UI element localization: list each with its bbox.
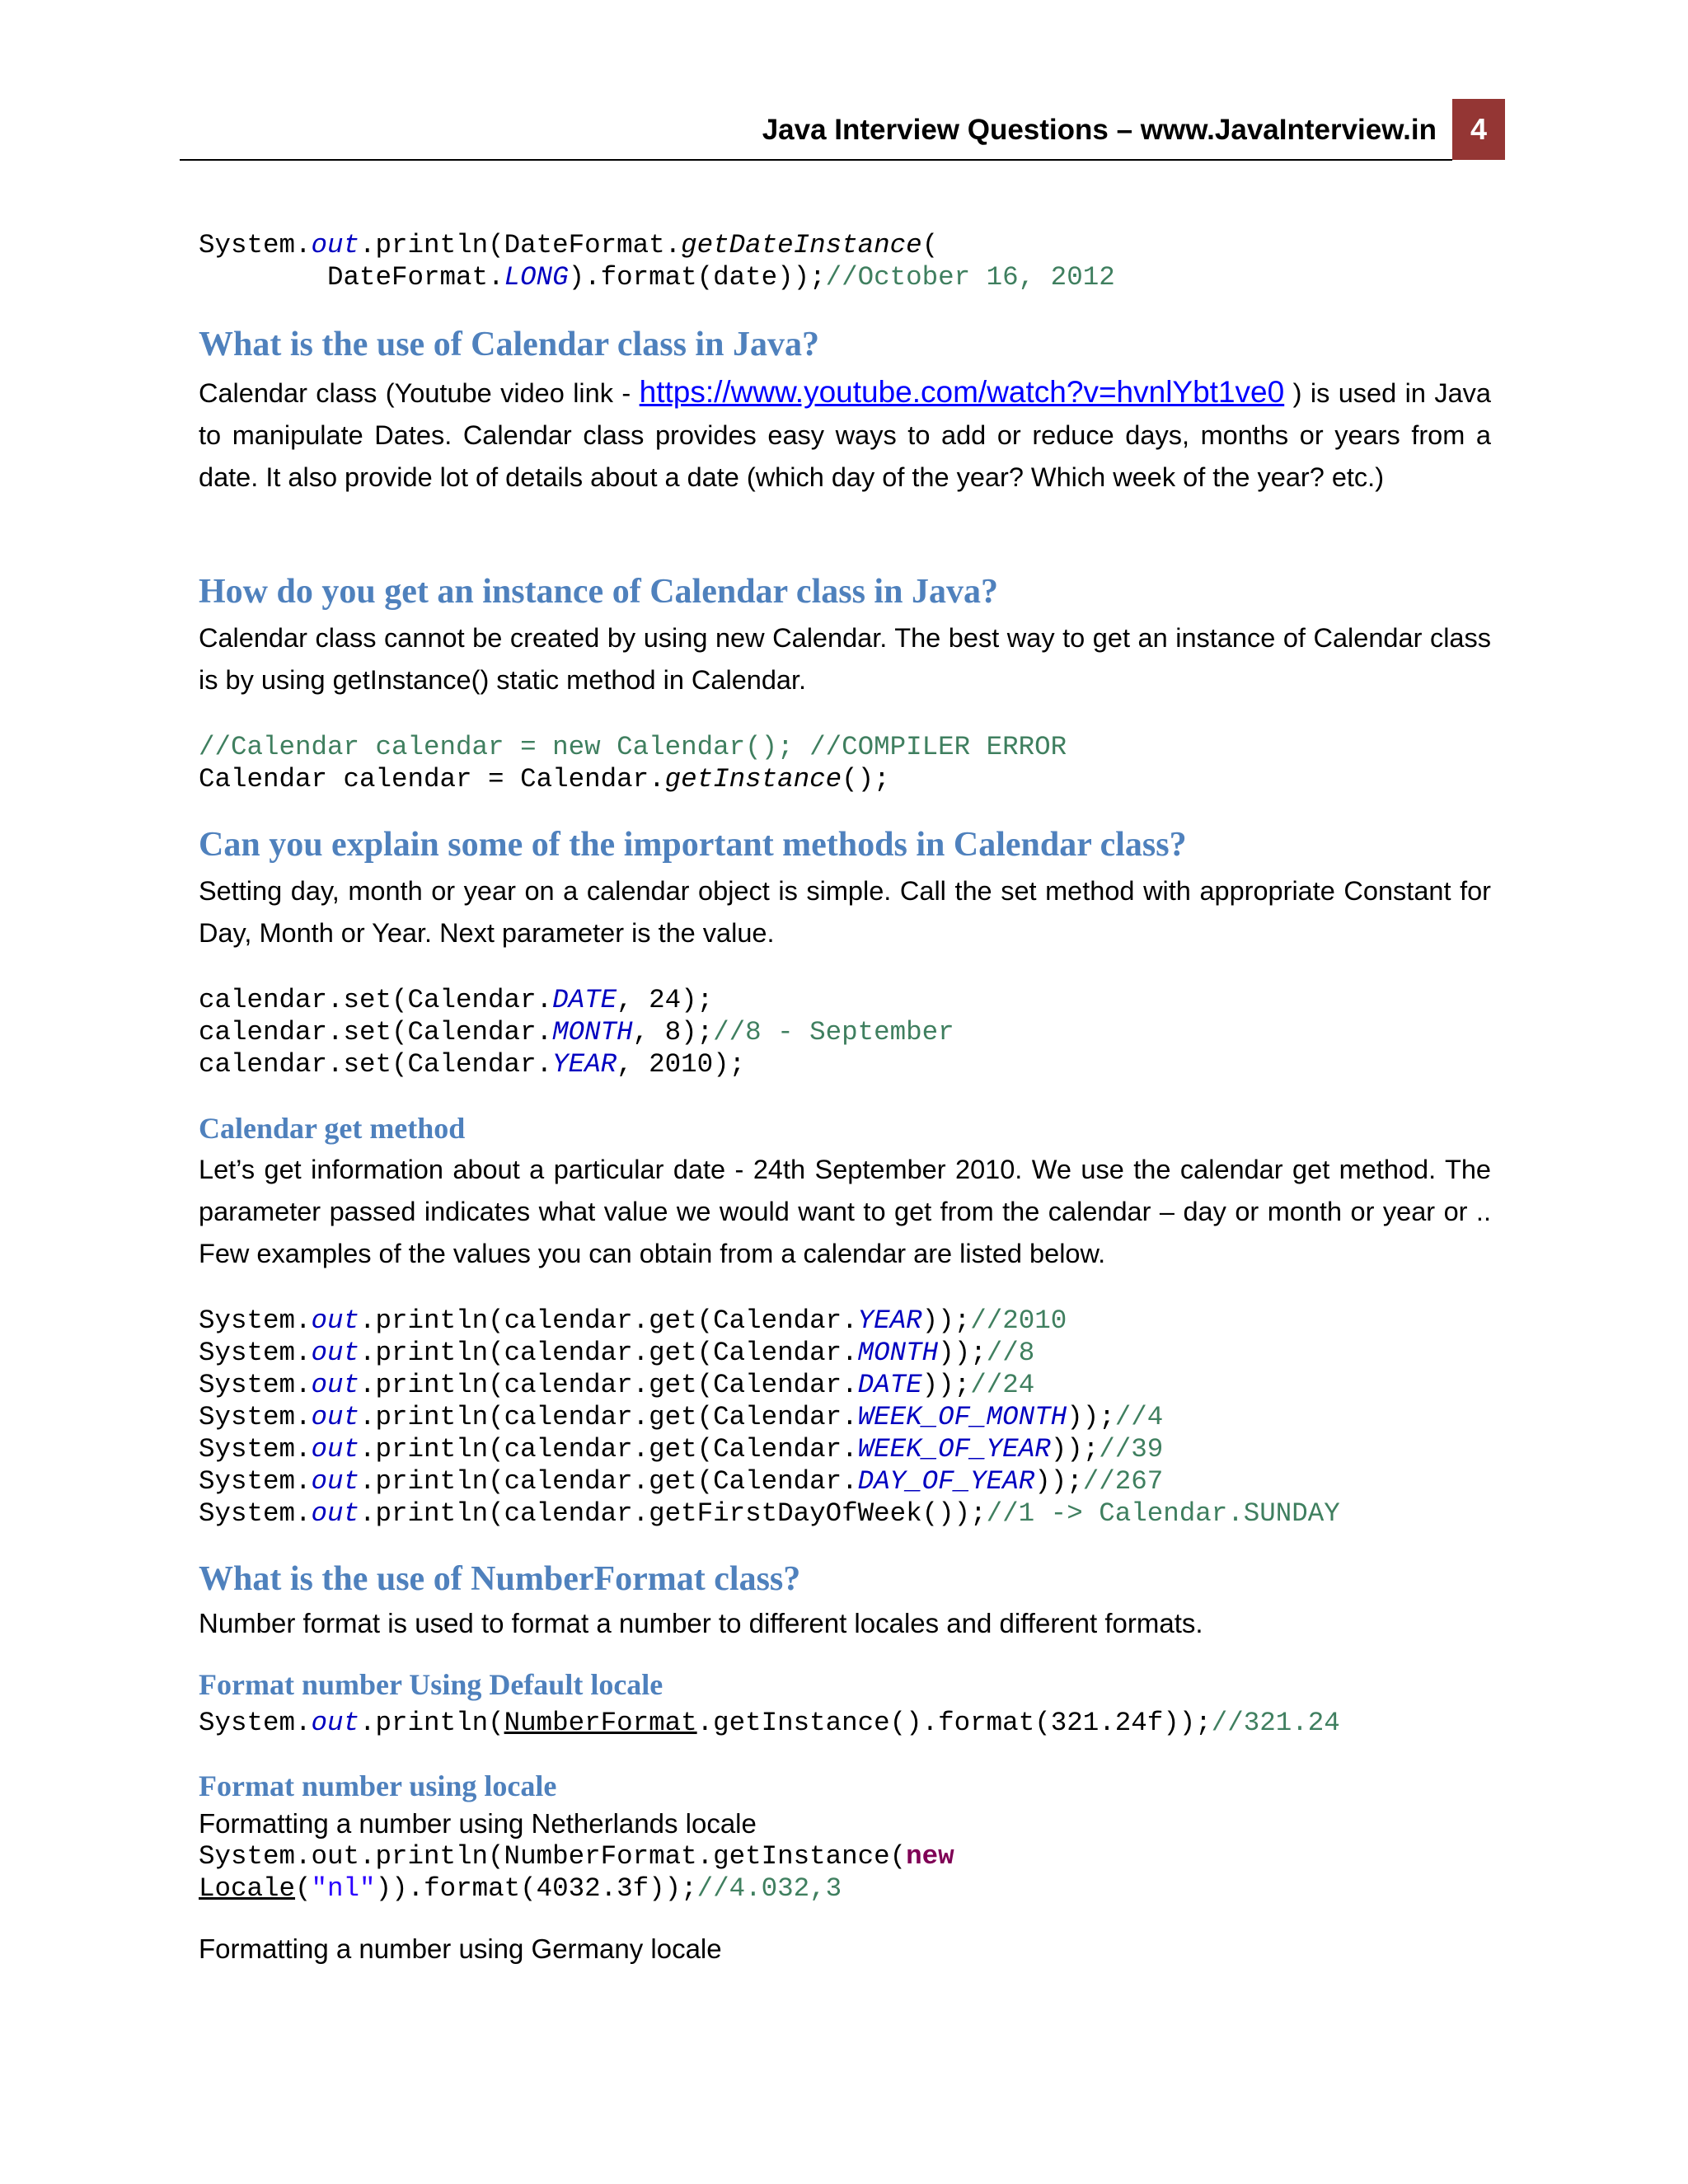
code-token: .println(calendar.get(Calendar. <box>359 1305 858 1336</box>
code-token: out <box>311 1708 360 1738</box>
code-comment: //4.032,3 <box>696 1873 842 1904</box>
code-token: )); <box>921 1370 971 1400</box>
code-token: System.out.println(NumberFormat.getInstance( <box>199 1841 907 1872</box>
code-token: NumberFormat <box>504 1708 697 1738</box>
caption-germany-locale: Formatting a number using Germany locale <box>199 1933 722 1964</box>
code-comment: //4 <box>1114 1402 1164 1432</box>
code-token: DAY_OF_YEAR <box>857 1466 1035 1497</box>
code-get-instance <box>199 731 1067 795</box>
page-number-badge: 4 <box>1452 99 1505 160</box>
code-token: System. <box>199 1305 312 1336</box>
code-token: out <box>311 1305 360 1336</box>
code-token: (); <box>842 764 890 794</box>
paragraph-calendar-use <box>199 371 1491 499</box>
code-token: .getInstance().format(321.24f)); <box>696 1708 1212 1738</box>
heading-calendar-methods: Can you explain some of the important methods in Calendar class? <box>199 826 1187 864</box>
code-token: .println( <box>359 1708 504 1738</box>
code-token: System. <box>199 1466 312 1497</box>
code-token: .println(calendar.getFirstDayOfWeek()); <box>359 1498 987 1529</box>
code-token: DATE <box>857 1370 922 1400</box>
code-comment: //October 16, 2012 <box>825 262 1115 293</box>
code-token: )); <box>938 1338 987 1368</box>
code-comment: //267 <box>1082 1466 1164 1497</box>
code-comment: //1 -> Calendar.SUNDAY <box>986 1498 1340 1529</box>
code-string: "nl" <box>311 1873 376 1904</box>
code-comment: //39 <box>1099 1434 1164 1465</box>
code-token: MONTH <box>552 1017 633 1047</box>
code-token: System. <box>199 230 312 260</box>
heading-calendar-instance: How do you get an instance of Calendar class in Java? <box>199 573 998 611</box>
code-token: System. <box>199 1434 312 1465</box>
code-comment: //8 - September <box>713 1017 954 1047</box>
code-token: .println(calendar.get(Calendar. <box>359 1402 858 1432</box>
code-token: WEEK_OF_MONTH <box>857 1402 1067 1432</box>
code-calendar-get <box>199 1305 1340 1530</box>
header-divider <box>180 159 1452 161</box>
code-token: DateFormat. <box>199 262 504 293</box>
paragraph-text: ) is used in Java to manipulate Dates. Calendar class provides easy ways to add or reduce days, months or years from a date. It also provide lot of details about a date (which day of the year? Which week of the year? etc.) <box>199 378 1491 492</box>
code-token: .println(calendar.get(Calendar. <box>359 1466 858 1497</box>
code-token: .println(calendar.get(Calendar. <box>359 1434 858 1465</box>
code-token: )); <box>921 1305 971 1336</box>
code-token: System. <box>199 1338 312 1368</box>
youtube-link[interactable]: https://www.youtube.com/watch?v=hvnlYbt1ve0 <box>639 375 1285 409</box>
code-comment: //8 <box>986 1338 1035 1368</box>
paragraph-calendar-get: Let’s get information about a particular date - 24th September 2010. We use the calendar get method. The parameter passed indicates what value we would want to get from the calendar – day or month or year or .. Few examples of the values you can obtain from a calendar are listed below. <box>199 1155 1491 1268</box>
code-token: .println(calendar.get(Calendar. <box>359 1370 858 1400</box>
header-title: Java Interview Questions – www.JavaInterview.in <box>762 114 1437 146</box>
code-token: ( <box>921 230 939 260</box>
code-token: Locale <box>199 1873 296 1904</box>
code-token: System. <box>199 1498 312 1529</box>
code-token: System. <box>199 1708 312 1738</box>
code-calendar-set <box>199 984 954 1080</box>
code-token: .println(DateFormat. <box>359 230 682 260</box>
paragraph-calendar-methods: Setting day, month or year on a calendar object is simple. Call the set method with appropriate Constant for Day, Month or Year. Next parameter is the value. <box>199 876 1491 948</box>
code-token: , 2010); <box>617 1049 746 1080</box>
code-token: calendar.set(Calendar. <box>199 1017 553 1047</box>
heading-calendar-get: Calendar get method <box>199 1112 466 1145</box>
code-token: , 8); <box>632 1017 714 1047</box>
paragraph-numberformat-use: Number format is used to format a number to different locales and different formats. <box>199 1608 1203 1638</box>
code-token: DATE <box>552 985 617 1015</box>
heading-numberformat-use: What is the use of NumberFormat class? <box>199 1560 801 1598</box>
code-comment: //24 <box>970 1370 1035 1400</box>
code-token: out <box>311 1466 360 1497</box>
code-token: YEAR <box>552 1049 617 1080</box>
code-netherlands-locale <box>199 1840 954 1905</box>
code-token: )); <box>1050 1434 1100 1465</box>
paragraph-calendar-instance: Calendar class cannot be created by using new Calendar. The best way to get an instance of Calendar class is by using getInstance() static method in Calendar. <box>199 623 1491 695</box>
code-token: ).format(date)); <box>568 262 826 293</box>
heading-default-locale: Format number Using Default locale <box>199 1668 663 1701</box>
code-token: out <box>311 230 360 260</box>
heading-calendar-use: What is the use of Calendar class in Java? <box>199 326 819 363</box>
code-token: getInstance <box>664 764 842 794</box>
code-token: )).format(4032.3f)); <box>375 1873 697 1904</box>
code-token: System. <box>199 1402 312 1432</box>
code-token: , 24); <box>617 985 714 1015</box>
code-token: .println(calendar.get(Calendar. <box>359 1338 858 1368</box>
code-token: calendar.set(Calendar. <box>199 985 553 1015</box>
caption-netherlands-locale: Formatting a number using Netherlands locale <box>199 1808 757 1839</box>
code-token: YEAR <box>857 1305 922 1336</box>
code-comment: //321.24 <box>1211 1708 1340 1738</box>
code-token: out <box>311 1370 360 1400</box>
code-token: MONTH <box>857 1338 939 1368</box>
code-comment: //2010 <box>970 1305 1067 1336</box>
code-token: out <box>311 1338 360 1368</box>
code-token: out <box>311 1402 360 1432</box>
code-keyword: new <box>906 1841 954 1872</box>
code-token: Calendar calendar = Calendar. <box>199 764 665 794</box>
code-default-locale <box>199 1707 1340 1739</box>
code-comment: //Calendar calendar = new Calendar(); //COMPILER ERROR <box>199 732 1067 762</box>
code-token: ( <box>295 1873 312 1904</box>
code-token: calendar.set(Calendar. <box>199 1049 553 1080</box>
code-token: LONG <box>504 262 569 293</box>
code-token: getDateInstance <box>681 230 922 260</box>
code-token: )); <box>1067 1402 1115 1432</box>
code-token: out <box>311 1434 360 1465</box>
paragraph-text: Calendar class (Youtube video link - <box>199 378 640 408</box>
code-token: )); <box>1034 1466 1083 1497</box>
heading-using-locale: Format number using locale <box>199 1769 557 1802</box>
code-token: out <box>311 1498 360 1529</box>
code-date-format <box>199 229 1115 293</box>
code-token: WEEK_OF_YEAR <box>857 1434 1051 1465</box>
code-token: System. <box>199 1370 312 1400</box>
